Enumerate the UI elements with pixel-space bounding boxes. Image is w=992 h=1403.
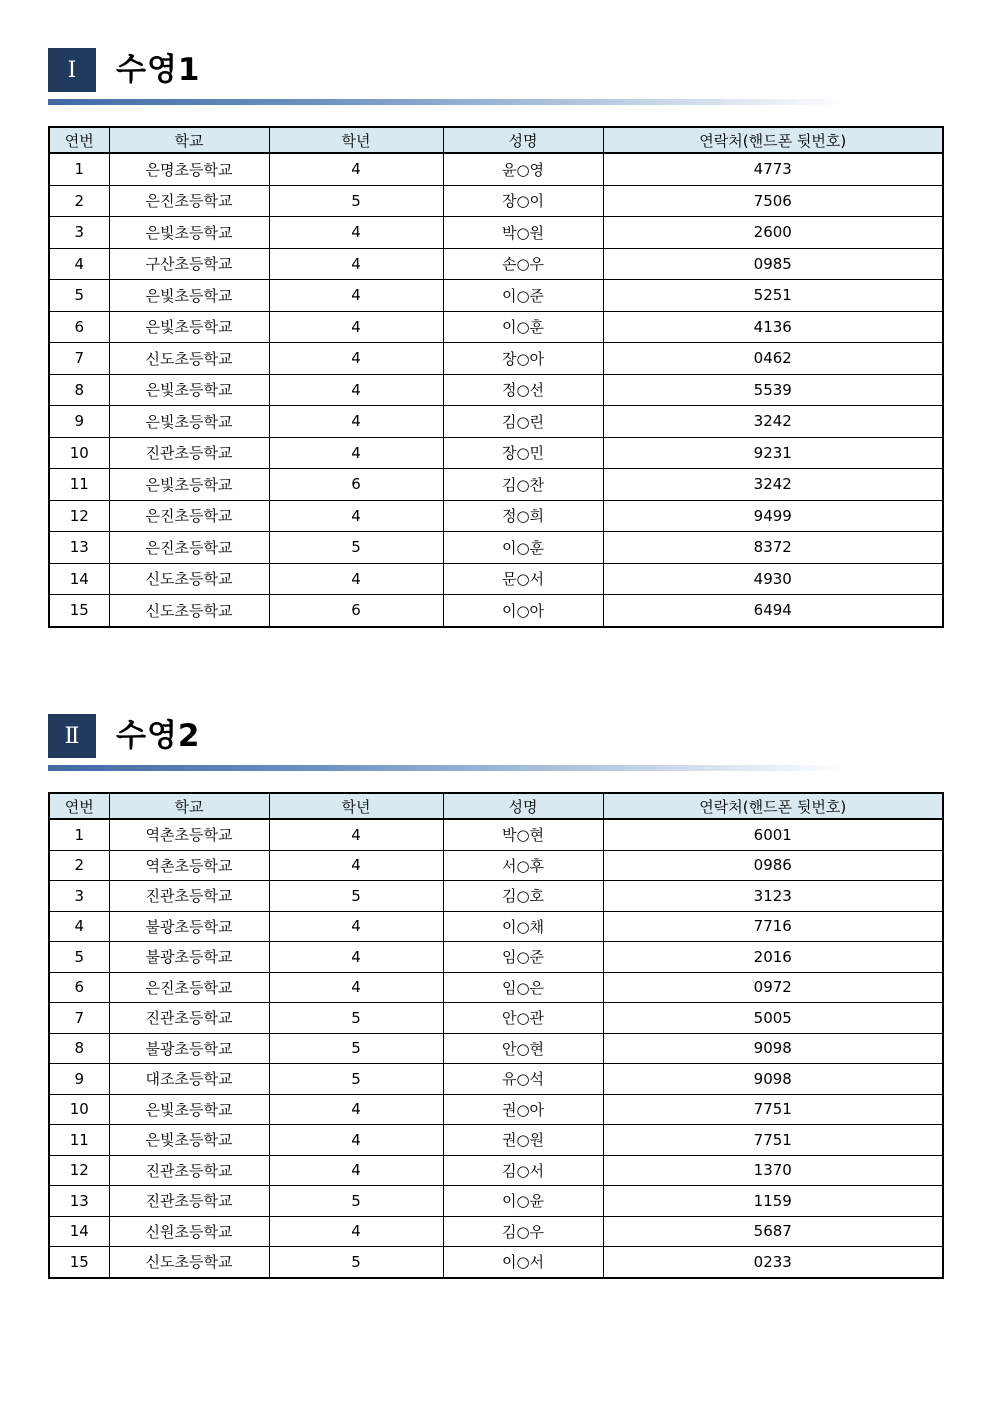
cell-name: 이○채 [443, 911, 603, 942]
cell-name: 장○민 [443, 437, 603, 469]
cell-contact: 9098 [603, 1033, 943, 1064]
cell-grade: 5 [269, 1186, 443, 1217]
section-numeral: Ⅰ [48, 48, 96, 92]
cell-contact: 1370 [603, 1155, 943, 1186]
cell-grade: 4 [269, 911, 443, 942]
cell-name: 장○아 [443, 343, 603, 375]
cell-name: 권○아 [443, 1094, 603, 1125]
section-title: 수영1 [116, 52, 201, 88]
cell-number: 5 [49, 942, 109, 973]
cell-contact: 9499 [603, 500, 943, 532]
cell-school: 역촌초등학교 [109, 819, 269, 850]
section-underline [48, 99, 848, 105]
cell-contact: 3123 [603, 881, 943, 912]
cell-contact: 7506 [603, 185, 943, 217]
cell-grade: 6 [269, 595, 443, 627]
cell-grade: 5 [269, 1033, 443, 1064]
cell-name: 정○희 [443, 500, 603, 532]
table-row [49, 1125, 943, 1156]
cell-school: 은빛초등학교 [109, 374, 269, 406]
header-name: 성명 [443, 127, 603, 153]
table-row [49, 217, 943, 249]
cell-grade: 4 [269, 1155, 443, 1186]
table-row [49, 469, 943, 501]
cell-name: 이○훈 [443, 532, 603, 564]
section-title: 수영2 [116, 718, 201, 754]
cell-contact: 7751 [603, 1125, 943, 1156]
table-row [49, 248, 943, 280]
table-row [49, 311, 943, 343]
cell-contact: 3242 [603, 469, 943, 501]
cell-number: 11 [49, 469, 109, 501]
roster-table [48, 126, 944, 628]
cell-name: 서○후 [443, 850, 603, 881]
cell-contact: 7751 [603, 1094, 943, 1125]
cell-school: 은빛초등학교 [109, 406, 269, 438]
cell-grade: 4 [269, 406, 443, 438]
cell-number: 6 [49, 972, 109, 1003]
cell-contact: 6494 [603, 595, 943, 627]
cell-grade: 5 [269, 185, 443, 217]
table-row [49, 406, 943, 438]
cell-name: 권○원 [443, 1125, 603, 1156]
table-row [49, 153, 943, 185]
cell-number: 1 [49, 819, 109, 850]
cell-grade: 5 [269, 1003, 443, 1034]
roster-table [48, 792, 944, 1279]
cell-grade: 4 [269, 311, 443, 343]
header-name: 성명 [443, 793, 603, 819]
cell-number: 2 [49, 850, 109, 881]
cell-contact: 5687 [603, 1216, 943, 1247]
cell-contact: 5251 [603, 280, 943, 312]
cell-school: 은빛초등학교 [109, 1094, 269, 1125]
cell-grade: 4 [269, 1094, 443, 1125]
cell-school: 신도초등학교 [109, 595, 269, 627]
table-row [49, 881, 943, 912]
table-row [49, 437, 943, 469]
section-underline [48, 765, 848, 771]
cell-contact: 3242 [603, 406, 943, 438]
cell-name: 박○현 [443, 819, 603, 850]
cell-grade: 4 [269, 500, 443, 532]
cell-grade: 4 [269, 437, 443, 469]
table-row [49, 850, 943, 881]
cell-contact: 2016 [603, 942, 943, 973]
cell-number: 3 [49, 217, 109, 249]
table-row [49, 563, 943, 595]
cell-number: 10 [49, 437, 109, 469]
cell-number: 12 [49, 1155, 109, 1186]
section-header [48, 714, 942, 774]
cell-name: 이○윤 [443, 1186, 603, 1217]
cell-number: 8 [49, 1033, 109, 1064]
cell-grade: 4 [269, 217, 443, 249]
header-contact: 연락처(핸드폰 뒷번호) [603, 793, 943, 819]
cell-number: 15 [49, 1247, 109, 1278]
cell-name: 김○우 [443, 1216, 603, 1247]
table-row [49, 942, 943, 973]
header-number: 연번 [49, 127, 109, 153]
cell-contact: 1159 [603, 1186, 943, 1217]
cell-contact: 0986 [603, 850, 943, 881]
table-row [49, 185, 943, 217]
cell-contact: 9098 [603, 1064, 943, 1095]
cell-grade: 6 [269, 469, 443, 501]
table-row [49, 1186, 943, 1217]
cell-grade: 4 [269, 942, 443, 973]
cell-grade: 5 [269, 881, 443, 912]
table-header-row [49, 793, 943, 819]
header-grade: 학년 [269, 127, 443, 153]
cell-name: 김○찬 [443, 469, 603, 501]
cell-number: 1 [49, 153, 109, 185]
cell-school: 은빛초등학교 [109, 1125, 269, 1156]
table-row [49, 595, 943, 627]
cell-school: 신원초등학교 [109, 1216, 269, 1247]
cell-number: 13 [49, 532, 109, 564]
cell-contact: 2600 [603, 217, 943, 249]
cell-grade: 4 [269, 1216, 443, 1247]
table-row [49, 1064, 943, 1095]
cell-school: 구산초등학교 [109, 248, 269, 280]
cell-name: 이○아 [443, 595, 603, 627]
cell-name: 안○현 [443, 1033, 603, 1064]
section-numeral: Ⅱ [48, 714, 96, 758]
cell-grade: 4 [269, 248, 443, 280]
header-number: 연번 [49, 793, 109, 819]
cell-school: 불광초등학교 [109, 942, 269, 973]
table-row [49, 343, 943, 375]
cell-name: 김○서 [443, 1155, 603, 1186]
cell-name: 이○훈 [443, 311, 603, 343]
table-header-row [49, 127, 943, 153]
cell-number: 8 [49, 374, 109, 406]
cell-contact: 4930 [603, 563, 943, 595]
cell-school: 은명초등학교 [109, 153, 269, 185]
cell-name: 임○준 [443, 942, 603, 973]
table-row [49, 374, 943, 406]
cell-name: 정○선 [443, 374, 603, 406]
cell-contact: 9231 [603, 437, 943, 469]
cell-grade: 4 [269, 850, 443, 881]
table-row [49, 819, 943, 850]
cell-school: 진관초등학교 [109, 881, 269, 912]
cell-number: 13 [49, 1186, 109, 1217]
cell-school: 신도초등학교 [109, 343, 269, 375]
table-row [49, 1155, 943, 1186]
section-swim-1 [48, 48, 942, 620]
cell-number: 9 [49, 406, 109, 438]
cell-contact: 0462 [603, 343, 943, 375]
cell-school: 은진초등학교 [109, 185, 269, 217]
cell-grade: 4 [269, 819, 443, 850]
cell-school: 신도초등학교 [109, 563, 269, 595]
cell-school: 은빛초등학교 [109, 217, 269, 249]
cell-name: 손○우 [443, 248, 603, 280]
cell-name: 김○호 [443, 881, 603, 912]
cell-number: 4 [49, 248, 109, 280]
cell-school: 은빛초등학교 [109, 469, 269, 501]
cell-school: 진관초등학교 [109, 1155, 269, 1186]
cell-contact: 4773 [603, 153, 943, 185]
cell-grade: 5 [269, 1247, 443, 1278]
cell-school: 은진초등학교 [109, 532, 269, 564]
cell-name: 이○서 [443, 1247, 603, 1278]
section-swim-2 [48, 714, 942, 1272]
cell-grade: 4 [269, 972, 443, 1003]
cell-contact: 0972 [603, 972, 943, 1003]
cell-name: 김○린 [443, 406, 603, 438]
cell-contact: 0985 [603, 248, 943, 280]
table-row [49, 1247, 943, 1278]
cell-grade: 4 [269, 563, 443, 595]
cell-number: 15 [49, 595, 109, 627]
cell-number: 3 [49, 881, 109, 912]
cell-number: 7 [49, 1003, 109, 1034]
cell-grade: 5 [269, 532, 443, 564]
cell-grade: 5 [269, 1064, 443, 1095]
cell-school: 진관초등학교 [109, 1003, 269, 1034]
header-contact: 연락처(핸드폰 뒷번호) [603, 127, 943, 153]
cell-contact: 5539 [603, 374, 943, 406]
cell-school: 신도초등학교 [109, 1247, 269, 1278]
cell-school: 대조초등학교 [109, 1064, 269, 1095]
cell-contact: 6001 [603, 819, 943, 850]
cell-school: 불광초등학교 [109, 1033, 269, 1064]
table-row [49, 1216, 943, 1247]
cell-grade: 4 [269, 343, 443, 375]
section-header [48, 48, 942, 108]
table-row [49, 280, 943, 312]
cell-number: 9 [49, 1064, 109, 1095]
cell-name: 문○서 [443, 563, 603, 595]
cell-name: 박○원 [443, 217, 603, 249]
table-row [49, 532, 943, 564]
cell-contact: 0233 [603, 1247, 943, 1278]
cell-number: 7 [49, 343, 109, 375]
table-row [49, 972, 943, 1003]
cell-school: 역촌초등학교 [109, 850, 269, 881]
cell-name: 윤○영 [443, 153, 603, 185]
table-row [49, 500, 943, 532]
table-row [49, 1033, 943, 1064]
cell-school: 은진초등학교 [109, 972, 269, 1003]
cell-number: 10 [49, 1094, 109, 1125]
table-row [49, 1094, 943, 1125]
cell-name: 이○준 [443, 280, 603, 312]
cell-number: 5 [49, 280, 109, 312]
cell-contact: 8372 [603, 532, 943, 564]
cell-contact: 4136 [603, 311, 943, 343]
cell-name: 임○은 [443, 972, 603, 1003]
cell-number: 14 [49, 1216, 109, 1247]
cell-school: 은빛초등학교 [109, 280, 269, 312]
table-row [49, 911, 943, 942]
header-grade: 학년 [269, 793, 443, 819]
cell-number: 12 [49, 500, 109, 532]
cell-number: 2 [49, 185, 109, 217]
cell-number: 11 [49, 1125, 109, 1156]
header-school: 학교 [109, 127, 269, 153]
cell-school: 진관초등학교 [109, 437, 269, 469]
cell-school: 진관초등학교 [109, 1186, 269, 1217]
cell-school: 은빛초등학교 [109, 311, 269, 343]
cell-number: 14 [49, 563, 109, 595]
cell-grade: 4 [269, 374, 443, 406]
cell-contact: 7716 [603, 911, 943, 942]
cell-grade: 4 [269, 280, 443, 312]
header-school: 학교 [109, 793, 269, 819]
cell-name: 장○이 [443, 185, 603, 217]
cell-grade: 4 [269, 1125, 443, 1156]
cell-name: 유○석 [443, 1064, 603, 1095]
cell-name: 안○관 [443, 1003, 603, 1034]
table-row [49, 1003, 943, 1034]
cell-number: 4 [49, 911, 109, 942]
cell-number: 6 [49, 311, 109, 343]
cell-school: 불광초등학교 [109, 911, 269, 942]
cell-contact: 5005 [603, 1003, 943, 1034]
cell-school: 은진초등학교 [109, 500, 269, 532]
cell-grade: 4 [269, 153, 443, 185]
